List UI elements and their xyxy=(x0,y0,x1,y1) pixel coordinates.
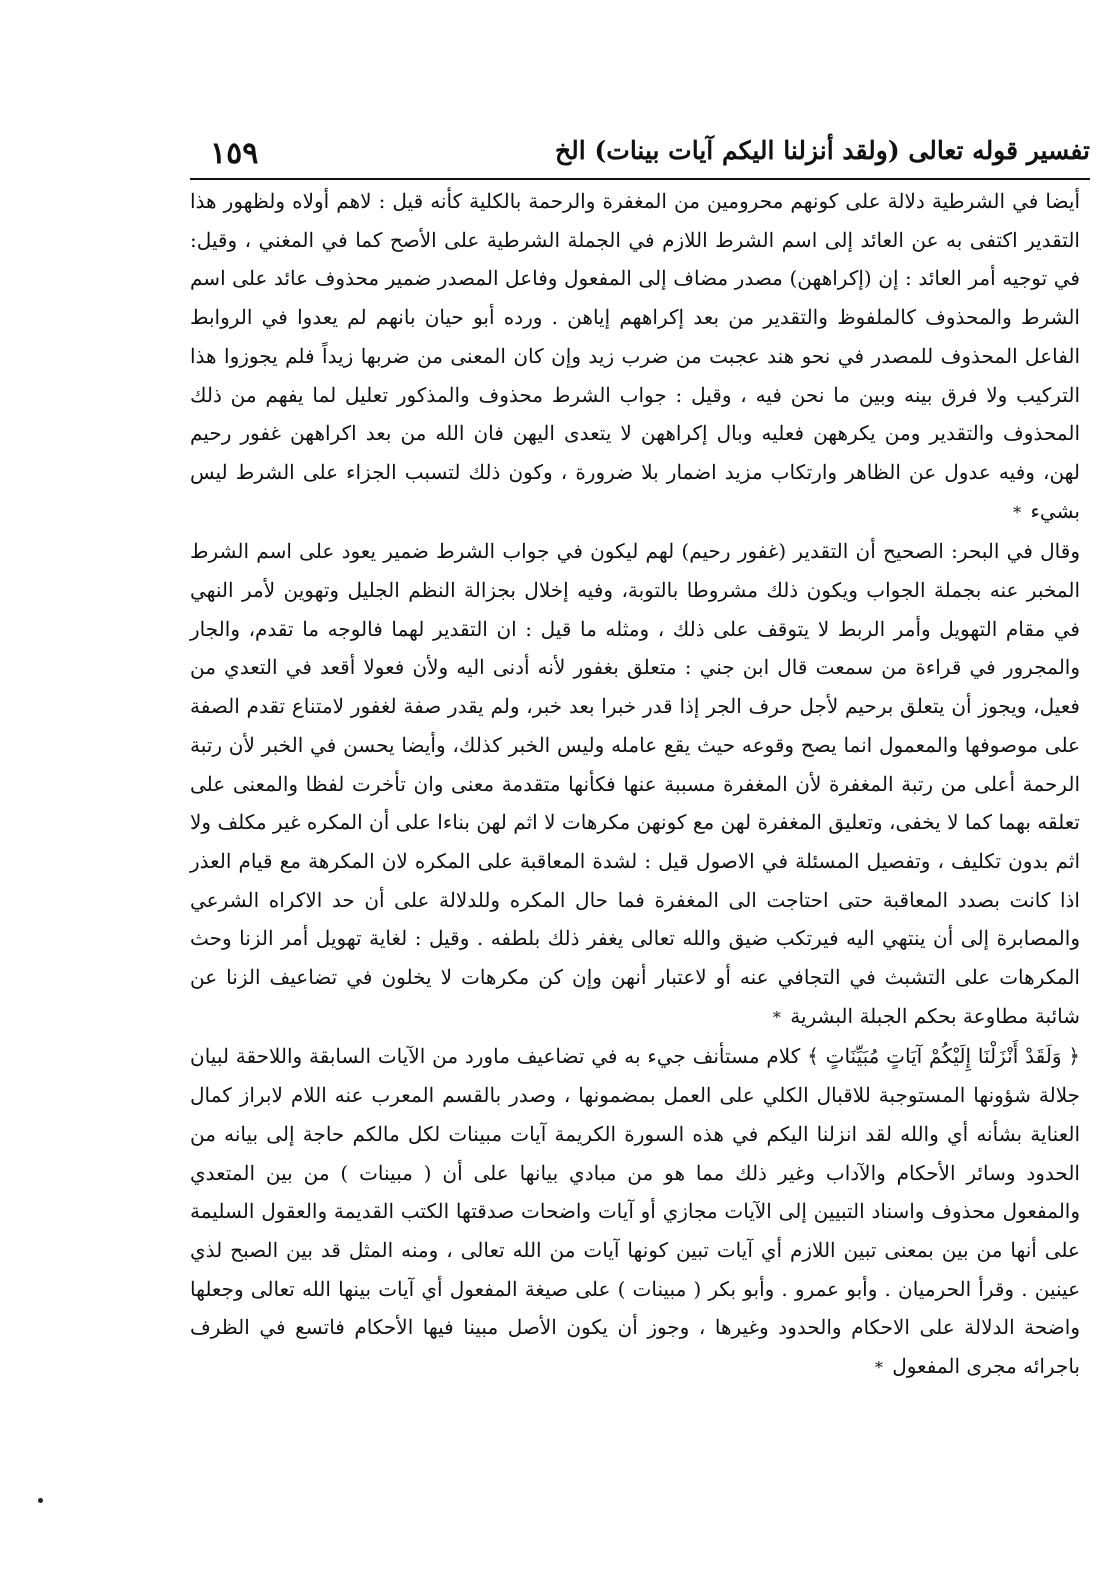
paragraph-end-mark: * xyxy=(1013,502,1022,522)
body-text xyxy=(190,182,1080,1388)
paragraph-2 xyxy=(190,532,1080,1037)
paragraph-2-text: وقال في البحر: الصحيح أن التقدير (غفور رحيم) لهم ليكون في جواب الشرط ضمير يعود على اسم الشرط المخبر عنه بجملة الجواب ويكون ذلك مشروطا بالتوبة، وفيه إخلال بجزالة النظم الجليل وتهوين لأمر النهي في مقام التهويل وأمر الربط لا يتوقف على ذلك ، ومثله ما قيل : ان التقدير لهما فالوجه ما تقدم، والجار والمجرور في قراءة من سمعت قال ابن جني : متعلق بغفور لأنه أدنى اليه ولأن فعولا أقعد في التعدي من فعيل، ويجوز أن يتعلق برحيم لأجل حرف الجر إذا قدر خبرا بعد خبر، ولم يقدر صفة لغفور لامتناع تقدم الصفة على موصوفها والمعمول انما يصح وقوعه حيث يقع عامله وليس الخبر كذلك، وأيضا يحسن في الخبر لأن رتبة الرحمة أعلى من رتبة المغفرة لأن المغفرة مسببة عنها فكأنها متقدمة معنى وان تأخرت لفظا والمعنى على تعلقه بهما كما لا يخفى، وتعليق المغفرة لهن مع كونهن مكرهات لا اثم لهن بناءا على أن المكره غير مكلف ولا اثم بدون تكليف ، وتفصيل المسئلة في الاصول قيل : لشدة المعاقبة على المكره لان المكرهة مع قيام العذر اذا كانت بصدد المعاقبة حتى احتاجت الى المغفرة فما حال المكره وللدلالة على أن حد الاكراه الشرعي والمصابرة إلى أن ينتهي اليه فيرتكب ضيق والله تعالى يغفر ذلك بلطفه . وقيل : لغاية تهويل أمر الزنا وحث المكرهات على التشبث في التجافي عنه أو لاعتبار أنهن وإن كن مكرهات لا يخلون في تضاعيف الزنا عن شائبة مطاوعة بحكم الجبلة البشرية xyxy=(190,539,1080,1028)
running-title: تفسير قوله تعالى (ولقد أنزلنا اليكم آيات بينات) الخ xyxy=(555,136,1090,165)
paragraph-1 xyxy=(190,182,1080,532)
quranic-verse: ﴿ وَلَقَدْ أَنْزَلْنَا إِلَيْكُمْ آيَاتٍ مُبَيِّنَاتٍ ﴾ xyxy=(807,1044,1081,1069)
paragraph-3 xyxy=(190,1037,1080,1387)
paragraph-end-mark: * xyxy=(772,1007,781,1027)
paragraph-3-text: كلام مستأنف جيء به في تضاعيف ماورد من الآيات السابقة واللاحقة لبيان جلالة شؤونها المستوجبة للاقبال الكلي على العمل بمضمونها ، وصدر بالقسم المعرب عنه اللام لابراز كمال العناية بشأنه أي والله لقد انزلنا اليكم في هذه السورة الكريمة آيات مبينات لكل مالكم حاجة إلى بيانه من الحدود وسائر الأحكام والآداب وغير ذلك مما هو من مبادي بيانها على أن ( مبينات ) من بين المتعدي والمفعول محذوف واسناد التبيين إلى الآيات مجازي أو آيات واضحات صدقتها الكتب القديمة والعقول السليمة على أنها من بين بمعنى تبين اللازم أي آيات تبين كونها آيات من الله تعالى ، ومنه المثل قد بين الصبح لذي عينين . وقرأ الحرميان . وأبو عمرو . وأبو بكر ( مبينات ) على صيغة المفعول أي آيات بينها الله تعالى وجعلها واضحة الدلالة على الاحكام والحدود وغيرها ، وجوز أن يكون الأصل مبينا فيها الأحكام فاتسع في الظرف باجرائه مجرى المفعول xyxy=(190,1044,1081,1379)
paragraph-1-text: أيضا في الشرطية دلالة على كونهم محرومين من المغفرة والرحمة بالكلية كأنه قيل : لاهم أولاه ولظهور هذا التقدير اكتفى به عن العائد إلى اسم الشرط اللازم في الجملة الشرطية على الأصح كما في المغني ، وقيل: في توجيه أمر العائد : إن (إكراههن) مصدر مضاف إلى المفعول وفاعل المصدر ضمير محذوف عائد على اسم الشرط والمحذوف كالملفوظ والتقدير من بعد إكراههم إياهن . ورده أبو حيان بانهم لم يعدوا في الروابط الفاعل المحذوف للمصدر في نحو هند عجبت من ضرب زيد وإن كان المعنى من ضربها زيداً فلم يجوزوا هذا التركيب ولا فرق بينه وبين ما نحن فيه ، وقيل : جواب الشرط محذوف والمذكور تعليل لما يفهم من ذلك المحذوف والتقدير ومن يكرههن فعليه وبال إكراههن لا يتعدى اليهن فان الله من بعد اكراههن غفور رحيم لهن، وفيه عدول عن الظاهر وارتكاب مزيد اضمار بلا ضرورة ، وكون ذلك لتسبب الجزاء على الشرط ليس بشيء xyxy=(190,189,1080,523)
page-number: ١٥٩ xyxy=(210,136,259,171)
ink-speck xyxy=(38,1498,43,1503)
header-rule xyxy=(190,178,1090,180)
page-header xyxy=(190,130,1090,176)
paragraph-end-mark: * xyxy=(874,1358,883,1378)
